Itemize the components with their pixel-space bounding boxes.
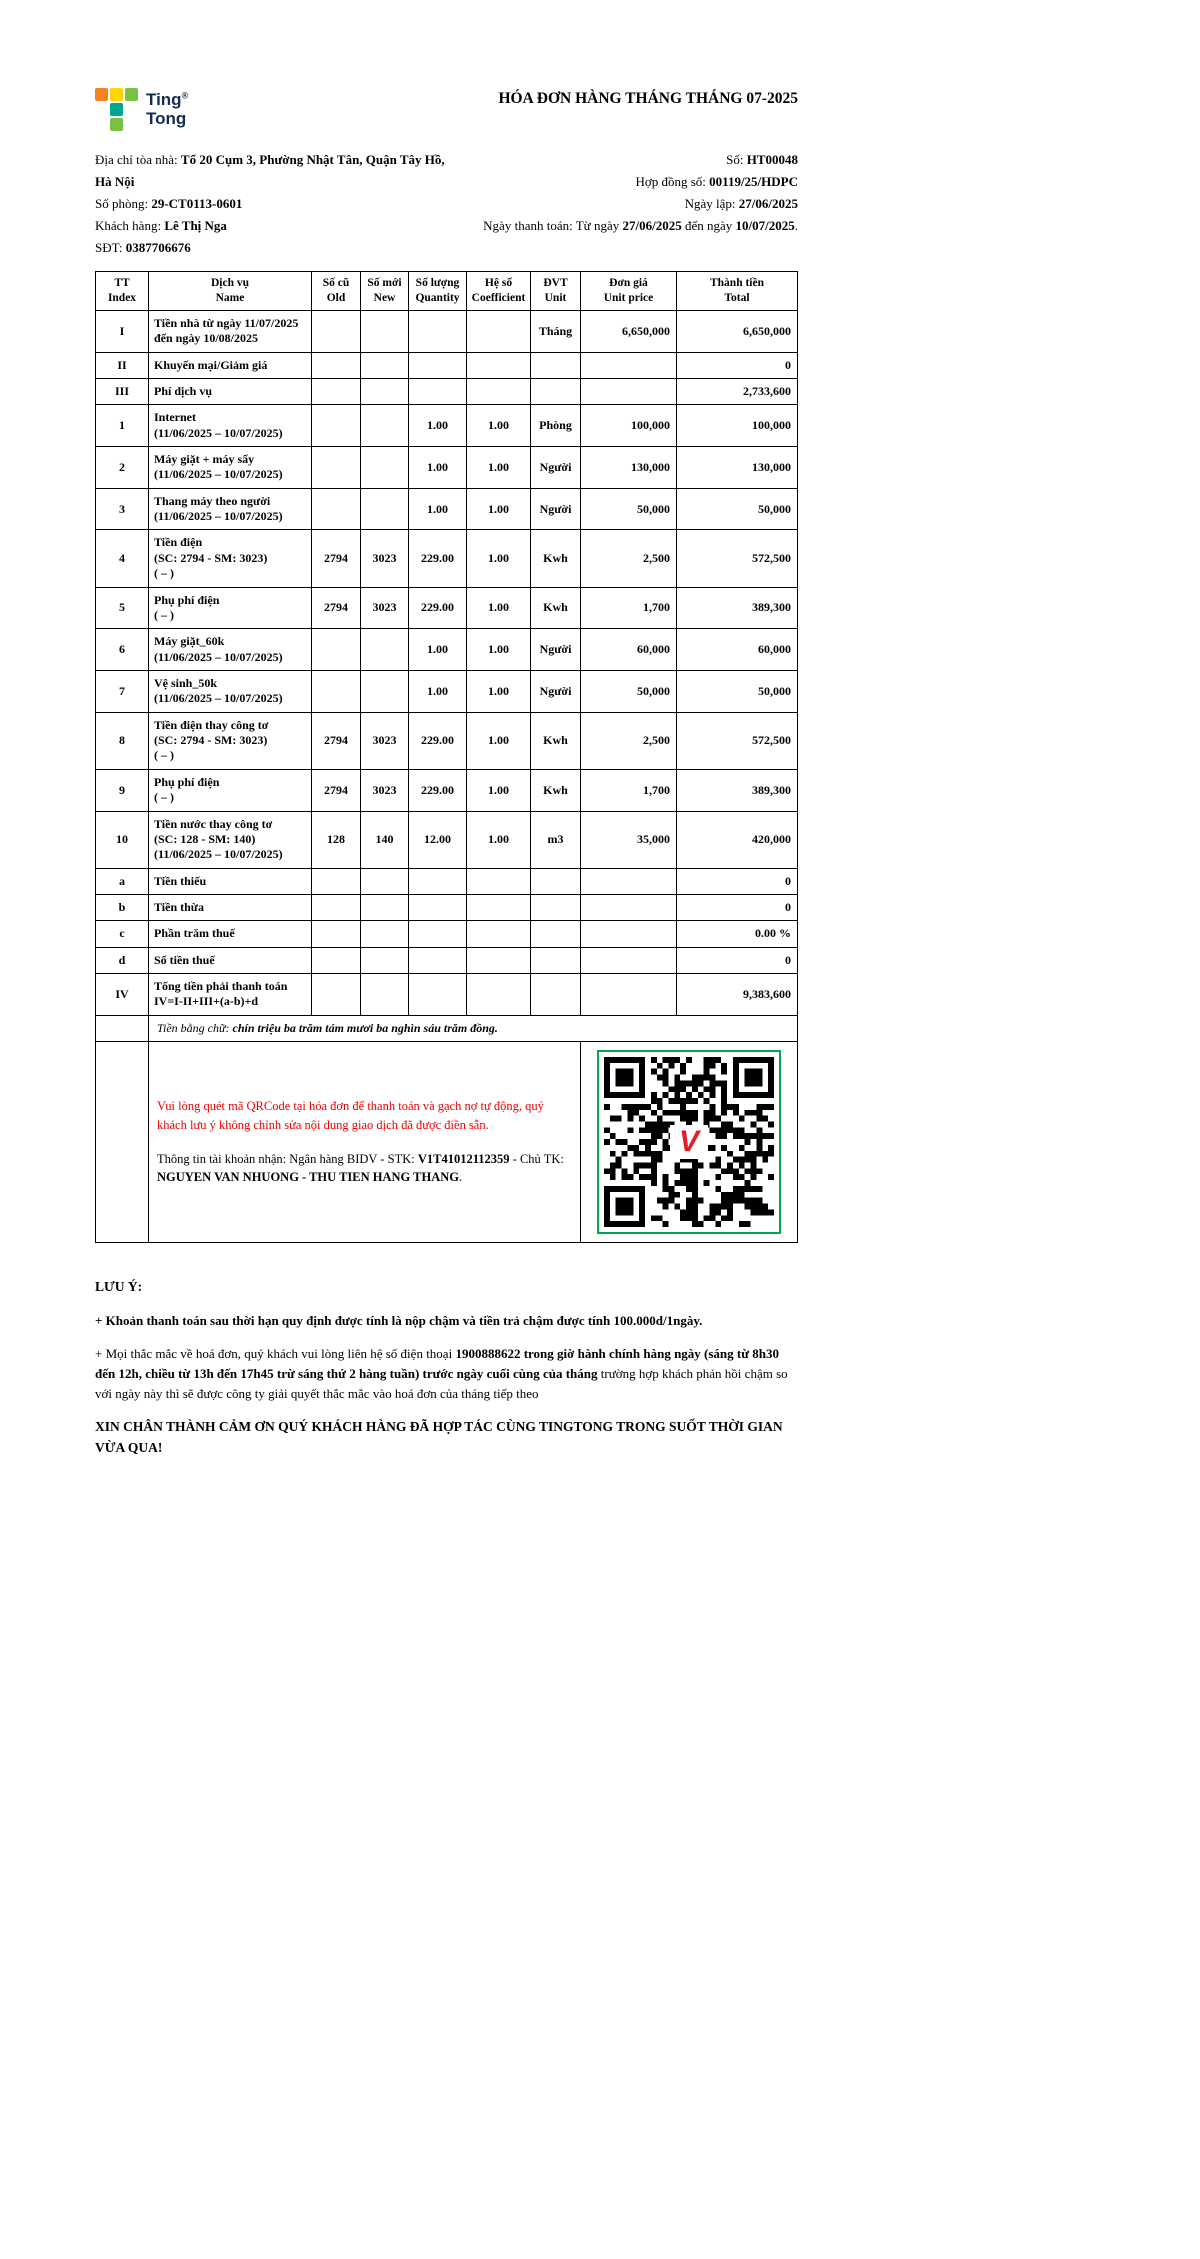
cell-index: III: [96, 378, 149, 404]
cell-old: 2794: [312, 587, 361, 629]
cell-coefficient: 1.00: [467, 769, 531, 811]
table-row: [96, 378, 798, 404]
note-title: LƯU Ý:: [95, 1278, 143, 1294]
cell-old: [312, 894, 361, 920]
tingtong-logo: [95, 88, 188, 131]
payment-note-cell: [149, 1041, 581, 1242]
cell-coefficient: 1.00: [467, 670, 531, 712]
cell-new: [361, 405, 409, 447]
cell-total: 0: [677, 894, 798, 920]
cell-index: IV: [96, 974, 149, 1016]
cell-coefficient: 1.00: [467, 811, 531, 868]
account-holder: NGUYEN VAN NHUONG - THU TIEN HANG THANG: [157, 1169, 460, 1184]
cell-index: 4: [96, 530, 149, 587]
cell-unit: Người: [531, 488, 581, 530]
amount-in-words-value: chín triệu ba trăm tám mươi ba nghìn sáu trăm đồng.: [232, 1020, 498, 1035]
cell-index: c: [96, 921, 149, 947]
cell-name: Tiền điện thay công tơ (SC: 2794 - SM: 3023) ( – ): [149, 712, 312, 769]
column-header: Số mới New: [361, 272, 409, 311]
cell-unit-price: [581, 352, 677, 378]
cell-quantity: 229.00: [409, 769, 467, 811]
hotline-note-part1: + Mọi thắc mắc về hoá đơn, quý khách vui lòng liên hệ số điện thoại: [95, 1345, 456, 1361]
table-row: [96, 530, 798, 587]
vietqr-logo-icon: V: [670, 1125, 708, 1159]
cell-index: d: [96, 947, 149, 973]
cell-unit-price: 1,700: [581, 769, 677, 811]
account-number: V1T41012112359: [417, 1151, 510, 1166]
qr-code-cell: [581, 1041, 798, 1242]
cell-quantity: 1.00: [409, 488, 467, 530]
cell-old: [312, 405, 361, 447]
table-row: [96, 811, 798, 868]
account-suffix: .: [459, 1169, 463, 1184]
cell-coefficient: 1.00: [467, 405, 531, 447]
late-payment-note: + Khoản thanh toán sau thời hạn quy định được tính là nộp chậm và tiền trả chậm được tính 100.000d/1ngày.: [95, 1312, 703, 1328]
cell-coefficient: [467, 378, 531, 404]
cell-name: Thang máy theo người (11/06/2025 – 10/07/2025): [149, 488, 312, 530]
cell-new: 3023: [361, 587, 409, 629]
notes-section: [95, 1277, 798, 1459]
amount-in-words-label: Tiền bằng chữ:: [157, 1020, 233, 1035]
cell-unit: [531, 868, 581, 894]
invoice-title: HÓA ĐƠN HÀNG THÁNG THÁNG 07-2025: [498, 90, 798, 107]
cell-unit: [531, 352, 581, 378]
cell-unit-price: 60,000: [581, 629, 677, 671]
cell-name: Tiền thừa: [149, 894, 312, 920]
invoice-number-line: [447, 149, 798, 171]
cell-total: 389,300: [677, 587, 798, 629]
cell-name: Tiền thiếu: [149, 868, 312, 894]
table-row: [96, 405, 798, 447]
cell-quantity: [409, 310, 467, 352]
cell-new: [361, 629, 409, 671]
account-prefix: Thông tin tài khoản nhận: Ngân hàng BIDV - STK:: [157, 1151, 418, 1166]
cell-unit: [531, 947, 581, 973]
cell-name: Tổng tiền phải thanh toán IV=I-II+III+(a-b)+d: [149, 974, 312, 1016]
column-header: Số lượng Quantity: [409, 272, 467, 311]
table-row: [96, 947, 798, 973]
cell-unit: [531, 921, 581, 947]
cell-total: 389,300: [677, 769, 798, 811]
tingtong-logo-icon: [95, 88, 138, 131]
cell-index: 10: [96, 811, 149, 868]
cell-total: 572,500: [677, 530, 798, 587]
invoice-meta-left: [95, 149, 447, 259]
cell-new: [361, 974, 409, 1016]
cell-new: [361, 921, 409, 947]
invoice-table-footer: [96, 1015, 798, 1242]
invoice-table: [95, 271, 798, 1243]
cell-new: [361, 670, 409, 712]
cell-unit-price: [581, 947, 677, 973]
cell-new: [361, 488, 409, 530]
cell-quantity: 229.00: [409, 587, 467, 629]
cell-old: [312, 868, 361, 894]
cell-unit-price: 6,650,000: [581, 310, 677, 352]
issue-date-line: [447, 193, 798, 215]
table-row: [96, 712, 798, 769]
cell-old: [312, 488, 361, 530]
hotline-note-bold2: trước ngày cuối cùng của tháng: [419, 1365, 601, 1381]
cell-unit: m3: [531, 811, 581, 868]
cell-name: Máy giặt + máy sấy (11/06/2025 – 10/07/2025): [149, 447, 312, 489]
cell-name: Phụ phí điện ( – ): [149, 769, 312, 811]
table-row: [96, 352, 798, 378]
column-header: Thành tiền Total: [677, 272, 798, 311]
registered-mark: ®: [181, 90, 189, 101]
bank-account-text: [157, 1150, 566, 1186]
cell-index: II: [96, 352, 149, 378]
cell-empty: [96, 1041, 149, 1242]
table-row: [96, 894, 798, 920]
phone-label: SĐT:: [95, 240, 126, 255]
cell-index: a: [96, 868, 149, 894]
hotline-note: [95, 1344, 798, 1404]
cell-old: [312, 310, 361, 352]
cell-new: [361, 447, 409, 489]
invoice-meta-right: [447, 149, 798, 259]
column-header: Hệ số Coefficient: [467, 272, 531, 311]
cell-total: 0: [677, 868, 798, 894]
cell-index: b: [96, 894, 149, 920]
table-row: [96, 447, 798, 489]
cell-coefficient: 1.00: [467, 629, 531, 671]
hotline-note-part2: trường hợp khách phản hồi chậm so với ngày này thì sẽ được công ty giải quyết thắc mắc vào hoá đơn của tháng tiếp theo: [95, 1365, 788, 1402]
contract-number-line: [447, 171, 798, 193]
customer-label: Khách hàng:: [95, 218, 165, 233]
column-header: Dịch vụ Name: [149, 272, 312, 311]
cell-new: [361, 310, 409, 352]
logo-pixel: [110, 103, 123, 116]
cell-total: 50,000: [677, 670, 798, 712]
cell-unit-price: [581, 974, 677, 1016]
cell-old: 2794: [312, 769, 361, 811]
cell-unit: [531, 974, 581, 1016]
payment-period-line: [447, 215, 798, 237]
cell-total: 60,000: [677, 629, 798, 671]
table-row: [96, 921, 798, 947]
cell-old: [312, 670, 361, 712]
cell-old: [312, 974, 361, 1016]
cell-coefficient: 1.00: [467, 587, 531, 629]
cell-old: 128: [312, 811, 361, 868]
cell-new: [361, 378, 409, 404]
cell-unit-price: 2,500: [581, 712, 677, 769]
cell-quantity: [409, 868, 467, 894]
logo-pixel: [110, 88, 123, 101]
cell-unit-price: 50,000: [581, 670, 677, 712]
phone-line: [95, 237, 447, 259]
address-value: Tổ 20 Cụm 3, Phường Nhật Tân, Quận Tây Hồ, Hà Nội: [95, 152, 445, 189]
account-mid: - Chủ TK:: [509, 1151, 564, 1166]
logo-pixel: [110, 118, 123, 131]
cell-unit: [531, 894, 581, 920]
cell-new: [361, 947, 409, 973]
payment-note-row: [96, 1041, 798, 1242]
cell-old: 2794: [312, 712, 361, 769]
cell-unit-price: [581, 378, 677, 404]
cell-name: Phí dịch vụ: [149, 378, 312, 404]
cell-index: 1: [96, 405, 149, 447]
invoice-content: [95, 88, 798, 1472]
cell-coefficient: 1.00: [467, 712, 531, 769]
cell-unit: Kwh: [531, 530, 581, 587]
cell-unit: Phòng: [531, 405, 581, 447]
qr-instruction-text: Vui lòng quét mã QRCode tại hóa đơn để thanh toán và gạch nợ tự động, quý khách lưu ý không chỉnh sửa nội dung giao dịch đã được điền sẵn.: [157, 1099, 544, 1132]
cell-old: [312, 447, 361, 489]
cell-total: 572,500: [677, 712, 798, 769]
amount-in-words-row: [96, 1015, 798, 1041]
cell-name: Tiền nhà từ ngày 11/07/2025 đến ngày 10/08/2025: [149, 310, 312, 352]
cell-empty: [96, 1015, 149, 1041]
room-label: Số phòng:: [95, 196, 152, 211]
cell-coefficient: [467, 947, 531, 973]
table-row: [96, 769, 798, 811]
payment-to-date: 10/07/2025: [735, 218, 795, 233]
cell-index: 2: [96, 447, 149, 489]
cell-coefficient: 1.00: [467, 447, 531, 489]
cell-coefficient: [467, 894, 531, 920]
payment-period-mid: đến ngày: [681, 218, 736, 233]
cell-index: I: [96, 310, 149, 352]
tingtong-logo-text: [146, 91, 188, 128]
cell-quantity: [409, 894, 467, 920]
column-header: Đơn giá Unit price: [581, 272, 677, 311]
cell-quantity: 229.00: [409, 712, 467, 769]
cell-unit-price: 2,500: [581, 530, 677, 587]
cell-quantity: 1.00: [409, 629, 467, 671]
cell-coefficient: [467, 974, 531, 1016]
invoice-table-body: [96, 310, 798, 1015]
column-header: ĐVT Unit: [531, 272, 581, 311]
room-value: 29-CT0113-0601: [151, 196, 243, 211]
cell-new: 3023: [361, 712, 409, 769]
cell-unit: Kwh: [531, 587, 581, 629]
cell-name: Máy giặt_60k (11/06/2025 – 10/07/2025): [149, 629, 312, 671]
cell-unit-price: [581, 921, 677, 947]
cell-quantity: 229.00: [409, 530, 467, 587]
logo-word-bottom: Tong: [146, 108, 187, 128]
cell-unit: [531, 378, 581, 404]
cell-new: 3023: [361, 769, 409, 811]
cell-coefficient: [467, 921, 531, 947]
cell-total: 100,000: [677, 405, 798, 447]
address-label: Địa chỉ tòa nhà:: [95, 152, 181, 167]
cell-name: Tiền nước thay công tơ (SC: 128 - SM: 140) (11/06/2025 – 10/07/2025): [149, 811, 312, 868]
cell-coefficient: [467, 352, 531, 378]
cell-coefficient: [467, 310, 531, 352]
cell-unit: Kwh: [531, 712, 581, 769]
cell-unit: Người: [531, 447, 581, 489]
table-row: [96, 670, 798, 712]
contract-label: Hợp đồng số:: [635, 174, 710, 189]
cell-total: 6,650,000: [677, 310, 798, 352]
cell-index: 3: [96, 488, 149, 530]
amount-in-words-cell: [149, 1015, 798, 1041]
cell-quantity: [409, 378, 467, 404]
cell-unit: Người: [531, 629, 581, 671]
closing-note: XIN CHÂN THÀNH CẢM ƠN QUÝ KHÁCH HÀNG ĐÃ HỢP TÁC CÙNG TINGTONG TRONG SUỐT THỜI GIAN VỪA QUA!: [95, 1419, 783, 1456]
cell-unit-price: 35,000: [581, 811, 677, 868]
cell-name: Vệ sinh_50k (11/06/2025 – 10/07/2025): [149, 670, 312, 712]
payment-period-label: Ngày thanh toán: Từ ngày: [483, 218, 623, 233]
cell-quantity: 1.00: [409, 447, 467, 489]
cell-new: 140: [361, 811, 409, 868]
table-row: [96, 974, 798, 1016]
cell-new: [361, 868, 409, 894]
cell-quantity: [409, 947, 467, 973]
column-header: TT Index: [96, 272, 149, 311]
cell-name: Số tiền thuế: [149, 947, 312, 973]
customer-line: [95, 215, 447, 237]
cell-index: 8: [96, 712, 149, 769]
customer-value: Lê Thị Nga: [164, 218, 227, 233]
contract-value: 00119/25/HDPC: [709, 174, 798, 189]
cell-old: [312, 352, 361, 378]
invoice-meta: [95, 149, 798, 259]
cell-total: 130,000: [677, 447, 798, 489]
cell-quantity: 12.00: [409, 811, 467, 868]
payment-from-date: 27/06/2025: [622, 218, 682, 233]
cell-unit-price: [581, 894, 677, 920]
cell-total: 0.00 %: [677, 921, 798, 947]
cell-old: 2794: [312, 530, 361, 587]
cell-name: Phụ phí điện ( – ): [149, 587, 312, 629]
table-row: [96, 310, 798, 352]
cell-unit-price: 130,000: [581, 447, 677, 489]
logo-pixel: [125, 88, 138, 101]
cell-index: 7: [96, 670, 149, 712]
cell-new: 3023: [361, 530, 409, 587]
cell-name: Tiền điện (SC: 2794 - SM: 3023) ( – ): [149, 530, 312, 587]
cell-unit-price: 1,700: [581, 587, 677, 629]
cell-old: [312, 921, 361, 947]
invoice-header: [95, 88, 798, 131]
invoice-number-label: Số:: [726, 152, 747, 167]
room-number-line: [95, 193, 447, 215]
cell-total: 0: [677, 352, 798, 378]
cell-name: Khuyến mại/Giảm giá: [149, 352, 312, 378]
phone-value: 0387706676: [125, 240, 191, 255]
building-address-line: [95, 149, 447, 193]
cell-coefficient: 1.00: [467, 488, 531, 530]
cell-unit: Kwh: [531, 769, 581, 811]
cell-unit-price: 100,000: [581, 405, 677, 447]
cell-quantity: [409, 352, 467, 378]
cell-quantity: [409, 921, 467, 947]
table-row: [96, 587, 798, 629]
qr-code: [597, 1050, 781, 1234]
logo-word-top: Ting: [146, 90, 182, 110]
issue-date-value: 27/06/2025: [738, 196, 798, 211]
cell-quantity: 1.00: [409, 670, 467, 712]
cell-index: 9: [96, 769, 149, 811]
cell-new: [361, 352, 409, 378]
cell-old: [312, 629, 361, 671]
cell-index: 6: [96, 629, 149, 671]
issue-date-label: Ngày lập:: [684, 196, 739, 211]
cell-index: 5: [96, 587, 149, 629]
cell-unit: Người: [531, 670, 581, 712]
cell-coefficient: [467, 868, 531, 894]
cell-unit-price: 50,000: [581, 488, 677, 530]
cell-coefficient: 1.00: [467, 530, 531, 587]
table-row: [96, 868, 798, 894]
cell-total: 2,733,600: [677, 378, 798, 404]
logo-pixel: [95, 88, 108, 101]
cell-old: [312, 378, 361, 404]
cell-total: 9,383,600: [677, 974, 798, 1016]
cell-total: 0: [677, 947, 798, 973]
cell-quantity: [409, 974, 467, 1016]
table-row: [96, 629, 798, 671]
cell-name: Internet (11/06/2025 – 10/07/2025): [149, 405, 312, 447]
cell-total: 420,000: [677, 811, 798, 868]
cell-unit: Tháng: [531, 310, 581, 352]
invoice-number-value: HT00048: [746, 152, 798, 167]
table-row: [96, 488, 798, 530]
hotline-note-bold1: 1900888622 trong giờ hành chính hàng ngày (sáng từ 8h30 đến 12h, chiều từ 13h đến 17h45 trừ sáng thứ 2 hàng tuần): [95, 1345, 780, 1381]
cell-unit-price: [581, 868, 677, 894]
column-header: Số cũ Old: [312, 272, 361, 311]
cell-new: [361, 894, 409, 920]
table-header-row: [96, 272, 798, 311]
cell-old: [312, 947, 361, 973]
cell-total: 50,000: [677, 488, 798, 530]
payment-period-dot: .: [794, 218, 798, 233]
cell-name: Phần trăm thuế: [149, 921, 312, 947]
cell-quantity: 1.00: [409, 405, 467, 447]
